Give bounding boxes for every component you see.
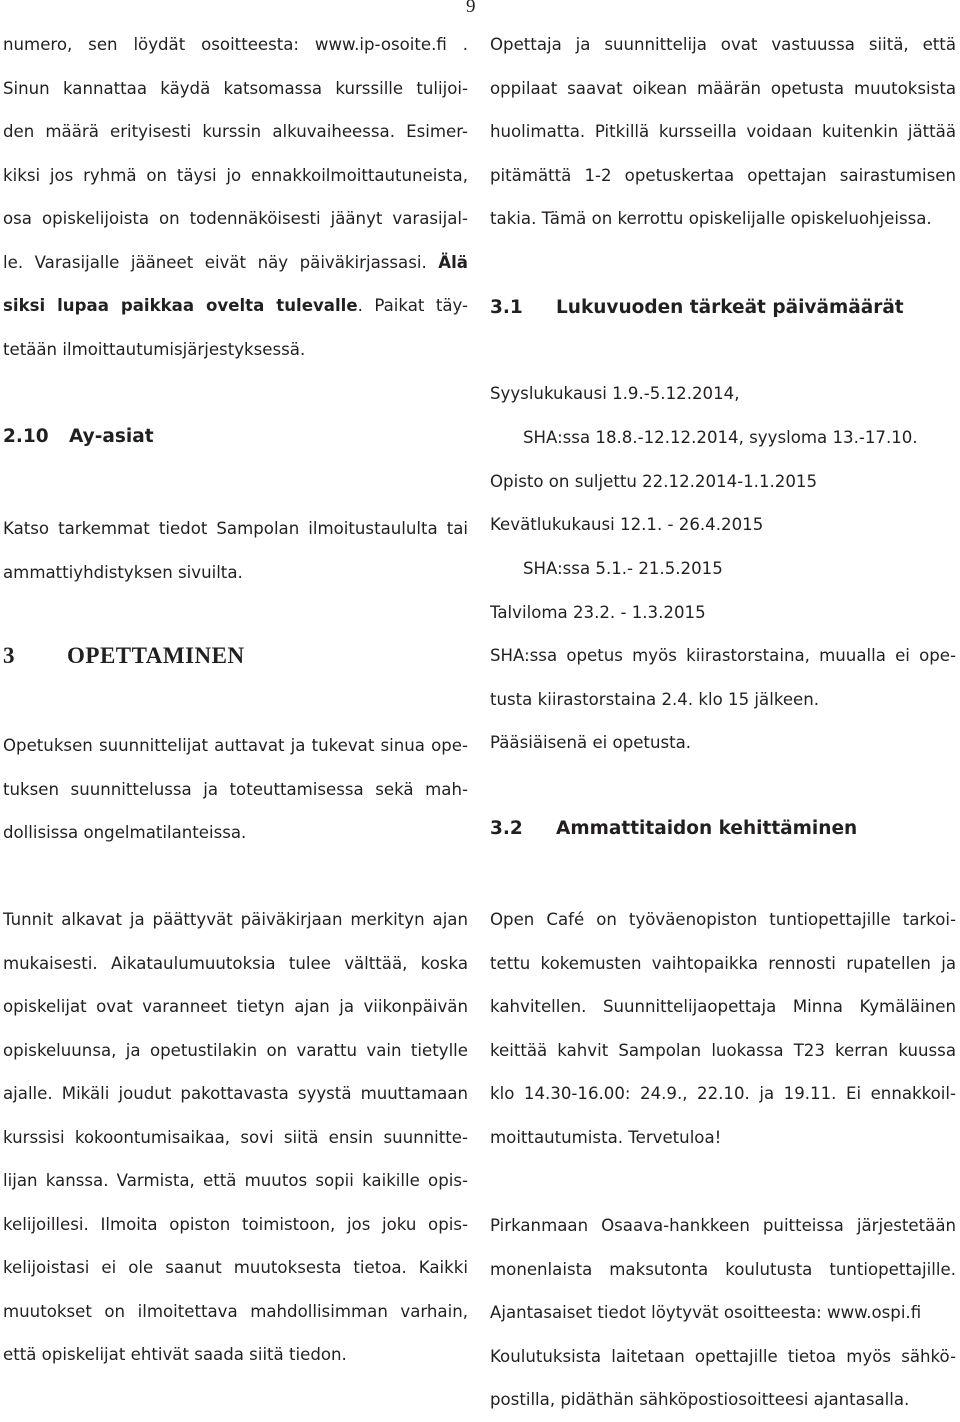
- ay-asiat-paragraph: [3, 507, 468, 594]
- text-line: muutokset on ilmoitettava mahdollisimman varhain,: [3, 1301, 468, 1321]
- text-line: dollisissa ongelmatilanteissa.: [3, 823, 247, 842]
- section-title: Ay-asiat: [69, 426, 154, 447]
- text-line: että opiskelijat ehtivät saada siitä tiedon.: [3, 1345, 347, 1364]
- bold-text: Älä: [438, 252, 468, 272]
- date-item: Syyslukukausi 1.9.-5.12.2014,: [490, 384, 740, 403]
- chapter-number: 3: [3, 643, 15, 668]
- text-line: huolimatta. Pitkillä kursseilla voidaan kuitenkin jättää: [490, 122, 956, 141]
- text-line: lijan kanssa. Varmista, että muutos sopii kaikille opis-: [3, 1171, 468, 1190]
- text-line: opiskelijat ovat varanneet tietyn ajan ja viikonpäivän: [3, 997, 468, 1016]
- text-line: oppilaat saavat oikean määrän opetusta muutoksista: [490, 78, 956, 98]
- date-item: Talviloma 23.2. - 1.3.2015: [490, 603, 706, 622]
- date-item: tusta kiirastorstaina 2.4. klo 15 jälkeen.: [490, 690, 820, 709]
- schedule-paragraph: [3, 898, 468, 1377]
- text-line: Koulutuksista laitetaan opettajille tietoa myös sähkö-: [490, 1346, 956, 1366]
- text-line: Opetuksen suunnittelijat auttavat ja tukevat sinua ope-: [3, 736, 468, 755]
- section-title: Lukuvuoden tärkeät päivämäärät: [556, 297, 904, 318]
- text-line: postilla, pidäthän sähköpostiosoitteesi ajantasalla.: [490, 1390, 910, 1409]
- text-line: klo 14.30-16.00: 24.9., 22.10. ja 19.11. Ei ennakkoil-: [490, 1084, 956, 1103]
- text-line: mukaisesti. Aikataulumuutoksia tulee välttää, koska: [3, 953, 468, 973]
- text-line: Sinun kannattaa käydä katsomassa kurssille tulijoi-: [3, 78, 468, 98]
- text-line: [3, 241, 468, 285]
- text-line: Open Café on työväenopiston tuntiopettajille tarkoi-: [490, 910, 956, 929]
- date-item: Pääsiäisenä ei opetusta.: [490, 733, 692, 752]
- important-dates-list: [490, 0, 956, 1415]
- text-line: kelijoistasi ei ole saanut muutoksesta tietoa. Kaikki: [3, 1258, 468, 1277]
- text-line: numero, sen löydät osoitteesta: www.ip-osoite.fi .: [3, 35, 468, 54]
- section-number: 2.10: [3, 426, 49, 447]
- page-number: 9: [466, 0, 476, 17]
- date-item: Opisto on suljettu 22.12.2014-1.1.2015: [490, 472, 818, 491]
- date-item: Kevätlukukausi 12.1. - 26.4.2015: [490, 515, 764, 534]
- text-line: takia. Tämä on kerrottu opiskelijalle opiskeluohjeissa.: [490, 209, 932, 228]
- text-segment: . Paikat täy-: [357, 296, 469, 315]
- text-line: kahvitellen. Suunnittelijaopettaja Minna Kymäläinen: [490, 997, 956, 1016]
- date-item: SHA:ssa 18.8.-12.12.2014, syysloma 13.-17.10.: [523, 428, 918, 447]
- text-line: ajalle. Mikäli joudut pakottavasta syystä muuttamaan: [3, 1084, 468, 1103]
- osaava-paragraph: [490, 1204, 956, 1422]
- date-item: SHA:ssa opetus myös kiirastorstaina, muualla ei ope-: [490, 646, 956, 665]
- text-line: Tunnit alkavat ja päättyvät päiväkirjaan merkityn ajan: [3, 910, 468, 929]
- text-line: ammattiyhdistyksen sivuilta.: [3, 562, 243, 582]
- bold-text: siksi lupaa paikkaa ovelta tulevalle: [3, 296, 358, 315]
- opettaminen-paragraph: [3, 724, 468, 855]
- section-number: 3.1: [490, 297, 523, 318]
- text-line: kurssisi kokoontumisaikaa, sovi siitä ensin suunnitte-: [3, 1127, 468, 1147]
- text-line: osa opiskelijoista on todennäköisesti jäänyt varasijal-: [3, 209, 468, 228]
- text-line: tettu kokemusten vaihtopaikka rennosti rupatellen ja: [490, 953, 956, 973]
- text-line: Pirkanmaan Osaava-hankkeen puitteissa järjestetään: [490, 1216, 956, 1235]
- text-line: Ajantasaiset tiedot löytyvät osoitteesta: www.ospi.fi: [490, 1303, 922, 1322]
- text-line: den määrä erityisesti kurssin alkuvaiheessa. Esimer-: [3, 122, 468, 141]
- intro-paragraph: [3, 23, 468, 371]
- chapter-title: OPETTAMINEN: [67, 643, 245, 668]
- chapter-heading-3: [3, 643, 245, 669]
- text-line: Opettaja ja suunnittelija ovat vastuussa siitä, että: [490, 35, 956, 54]
- section-number: 3.2: [490, 818, 523, 839]
- text-line: keittää kahvit Sampolan luokassa T23 kerran kuussa: [490, 1040, 956, 1060]
- section-title: Ammattitaidon kehittäminen: [556, 818, 858, 839]
- text-line: tuksen suunnittelussa ja toteuttamisessa sekä mah-: [3, 779, 468, 799]
- text-line: monenlaista maksutonta koulutusta tuntiopettajille.: [490, 1259, 956, 1279]
- text-line: pitämättä 1-2 opetuskertaa opettajan sairastumisen: [490, 165, 956, 185]
- text-line: kelijoillesi. Ilmoita opiston toimistoon, jos joku opis-: [3, 1214, 468, 1234]
- open-cafe-paragraph: [490, 898, 956, 1159]
- text-line: opiskeluunsa, ja opetustilakin on varattu vain tietylle: [3, 1040, 468, 1060]
- text-line: Katso tarkemmat tiedot Sampolan ilmoitustaululta tai: [3, 519, 468, 538]
- section-heading-3-2: [490, 818, 857, 839]
- text-line: [3, 284, 468, 328]
- text-line: tetään ilmoittautumisjärjestyksessä.: [3, 339, 306, 359]
- text-segment: le. Varasijalle jääneet eivät näy päiväkirjassasi.: [3, 252, 427, 272]
- text-line: kiksi jos ryhmä on täysi jo ennakkoilmoittautuneista,: [3, 165, 468, 185]
- section-heading-2-10: [3, 426, 154, 447]
- text-line: moittautumista. Tervetuloa!: [490, 1127, 722, 1147]
- date-item: SHA:ssa 5.1.- 21.5.2015: [523, 559, 723, 578]
